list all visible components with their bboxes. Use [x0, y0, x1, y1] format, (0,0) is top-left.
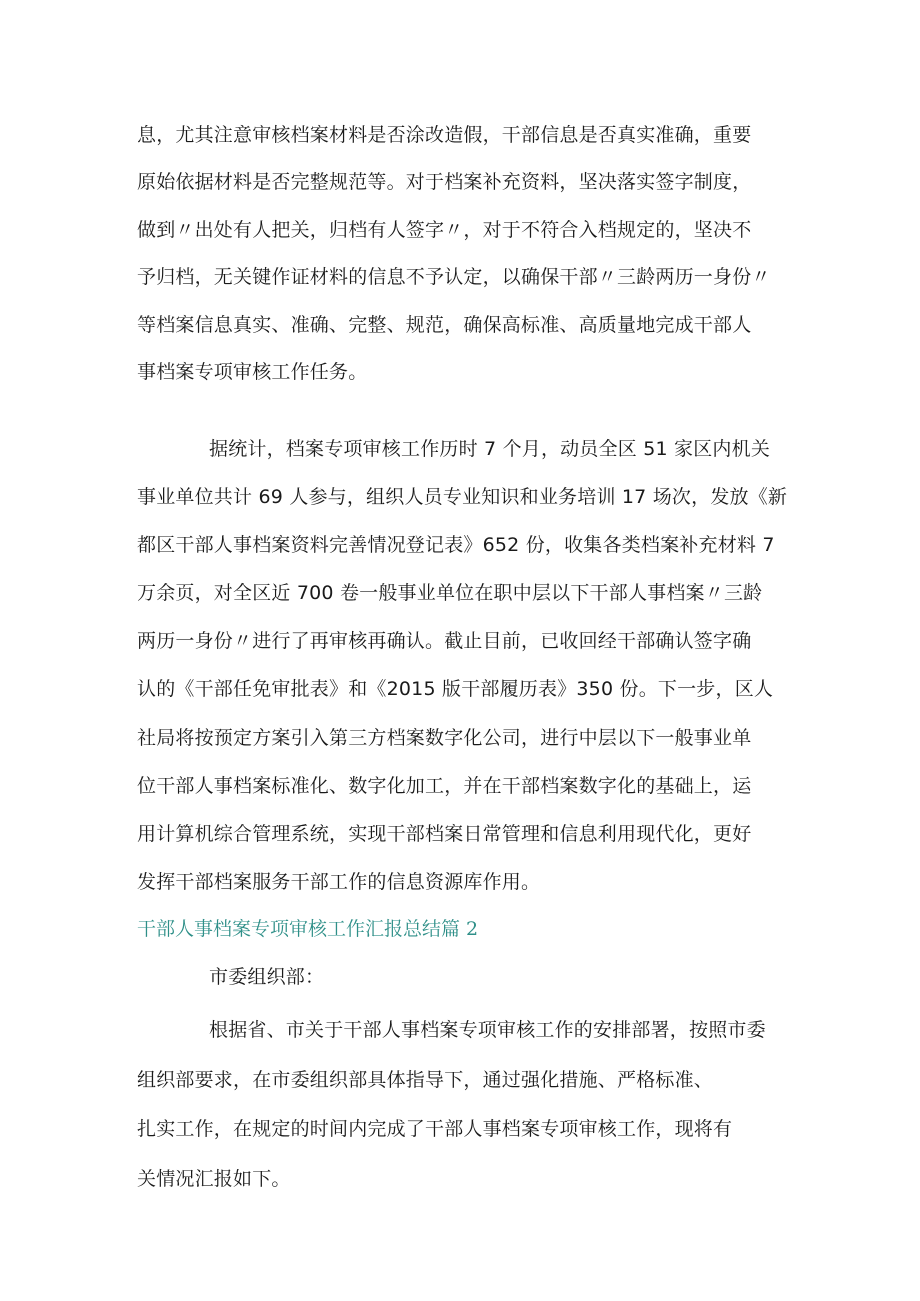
paragraph-line: 做到〃出处有人把关，归档有人签字〃，对于不符合入档规定的，坚决不: [137, 219, 752, 241]
paragraph-line: 扎实工作，在规定的时间内完成了干部人事档案专项审核工作，现将有: [137, 1118, 733, 1140]
paragraph-line: 位干部人事档案标准化、数字化加工，并在干部档案数字化的基础上，运: [137, 775, 752, 797]
paragraph-line: 息，尤其注意审核档案材料是否涂改造假，干部信息是否真实准确，重要: [137, 124, 752, 146]
paragraph-line: 予归档，无关键作证材料的信息不予认定，以确保干部〃三龄两历一身份〃: [137, 266, 771, 288]
paragraph-line: 社局将按预定方案引入第三方档案数字化公司，进行中层以下一般事业单: [137, 727, 752, 749]
paragraph-line: 万余页，对全区近 700 卷一般事业单位在职中层以下干部人事档案〃三龄: [137, 582, 763, 604]
section-heading: 干部人事档案专项审核工作汇报总结篇 2: [137, 918, 479, 940]
paragraph-line: 事业单位共计 69 人参与，组织人员专业知识和业务培训 17 场次，发放《新: [137, 486, 788, 508]
paragraph-line: 等档案信息真实、准确、完整、规范，确保高标准、高质量地完成干部人: [137, 314, 752, 336]
paragraph-line: 据统计，档案专项审核工作历时 7 个月，动员全区 51 家区内机关: [209, 438, 771, 460]
paragraph-line: 发挥干部档案服务干部工作的信息资源库作用。: [137, 871, 541, 893]
paragraph-line: 认的《干部任免审批表》和《2015 版干部履历表》350 份。下一步，区人: [137, 678, 774, 700]
paragraph-line: 关情况汇报如下。: [137, 1168, 291, 1190]
paragraph-line: 原始依据材料是否完整规范等。对于档案补充资料，坚决落实签字制度，: [137, 171, 752, 193]
paragraph-line: 都区干部人事档案资料完善情况登记表》652 份，收集各类档案补充材料 7: [137, 534, 775, 556]
paragraph-line: 两历一身份〃进行了再审核再确认。截止目前，已收回经干部确认签字确: [137, 630, 752, 652]
paragraph-line: 根据省、市关于干部人事档案专项审核工作的安排部署，按照市委: [209, 1019, 766, 1041]
paragraph-line: 用计算机综合管理系统，实现干部档案日常管理和信息利用现代化，更好: [137, 823, 752, 845]
paragraph-line: 组织部要求，在市委组织部具体指导下，通过强化措施、严格标准、: [137, 1069, 714, 1091]
salutation: 市委组织部：: [209, 966, 325, 988]
paragraph-line: 事档案专项审核工作任务。: [137, 361, 368, 383]
